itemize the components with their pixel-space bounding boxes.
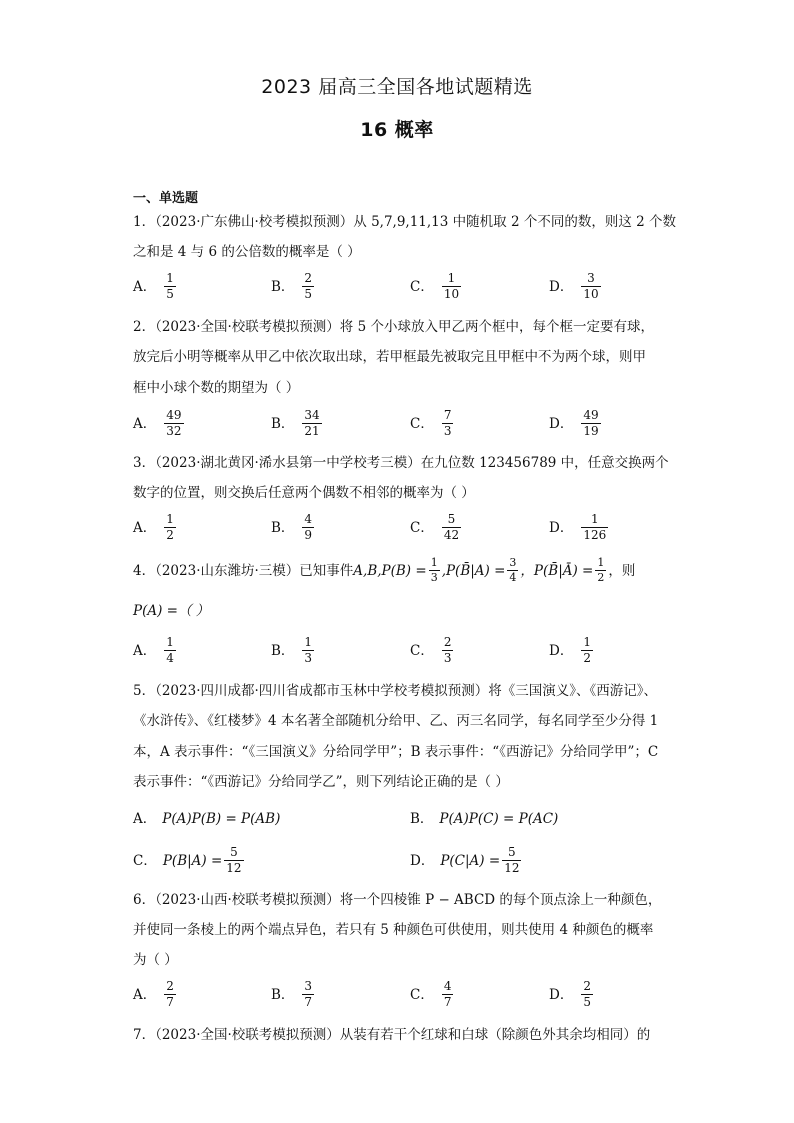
option-c: C． $\frac{2}{3}$ — [410, 635, 452, 665]
option-d: D． $\frac{2}{5}$ — [549, 979, 591, 1009]
option-d: D． P(C|A) = $\frac{5}{12}$ — [410, 845, 520, 875]
question-5-line-4: 表示事件：“《西游记》分给同学乙”，则下列结论正确的是（ ） — [133, 774, 509, 790]
question-2-line-3: 框中小球个数的期望为（ ） — [133, 380, 300, 396]
question-6-line-2: 并使同一条棱上的两个端点异色，若只有 5 种颜色可供使用，则共使用 4 种颜色的概率 — [133, 922, 654, 938]
question-1-line-1: 1．（2023·广东佛山·校考模拟预测）从 5,7,9,11,13 中随机取 2 个不同的数，则这 2 个数 — [133, 214, 676, 230]
option-c: C． P(B|A) = $\frac{5}{12}$ — [133, 845, 242, 875]
option-b: B． $\frac{4}{9}$ — [271, 512, 313, 542]
option-b: B． $\frac{3}{7}$ — [271, 979, 313, 1009]
option-a: A． $\frac{1}{2}$ — [133, 512, 174, 542]
option-c: C． $\frac{5}{42}$ — [410, 512, 460, 542]
option-a: A． P(A)P(B) = P(AB) — [133, 811, 281, 827]
option-d: D． $\frac{1}{126}$ — [549, 512, 607, 542]
question-4-line-2: P(A) =（ ） — [133, 603, 210, 619]
option-b: B． $\frac{34}{21}$ — [271, 408, 320, 438]
option-b: B． P(A)P(C) = P(AC) — [410, 811, 559, 827]
question-5-line-2: 《水浒传》、《红楼梦》4 本名著全部随机分给甲、乙、丙三名同学，每名同学至少分得 1 — [133, 713, 659, 729]
page-title: 2023 届高三全国各地试题精选 — [261, 76, 533, 98]
question-5-line-3: 本，A 表示事件：“《三国演义》分给同学甲”；B 表示事件：“《西游记》分给同学甲”；C — [133, 744, 659, 760]
question-5-line-1: 5．（2023·四川成都·四川省成都市玉林中学校考模拟预测）将《三国演义》、《西游记》、 — [133, 683, 658, 699]
option-a: A． $\frac{2}{7}$ — [133, 979, 174, 1009]
question-4-line-1: 4．（2023·山东潍坊·三模）已知事件 A,B ,P(B) = $\frac{1}{3}$ ,P(B̄|A) = $\frac{3}{4}$ ，P(B̄|Ā) = $\frac{1}{2}$ ，则 — [133, 556, 636, 584]
option-d: D． $\frac{49}{19}$ — [549, 408, 599, 438]
question-2-line-1: 2．（2023·全国·校联考模拟预测）将 5 个小球放入甲乙两个框中，每个框一定要有球， — [133, 319, 654, 335]
option-a: A． $\frac{1}{4}$ — [133, 635, 174, 665]
option-a: A． $\frac{49}{32}$ — [133, 408, 182, 438]
option-c: C． $\frac{1}{10}$ — [410, 271, 460, 301]
section-heading: 一、单选题 — [133, 191, 199, 206]
option-b: B． $\frac{1}{3}$ — [271, 635, 313, 665]
question-7-line-1: 7．（2023·全国·校联考模拟预测）从装有若干个红球和白球（除颜色外其余均相同）的 — [133, 1027, 651, 1043]
option-d: D． $\frac{1}{2}$ — [549, 635, 591, 665]
page-subtitle: 16 概率 — [360, 119, 434, 141]
option-b: B． $\frac{2}{5}$ — [271, 271, 313, 301]
question-3-line-1: 3．（2023·湖北黄冈·浠水县第一中学校考三模）在九位数 123456789 中，任意交换两个 — [133, 455, 669, 471]
question-6-line-1: 6．（2023·山西·校联考模拟预测）将一个四棱锥 P − ABCD 的每个顶点涂上一种颜色， — [133, 892, 662, 908]
question-6-line-3: 为（ ） — [133, 952, 178, 968]
option-c: C． $\frac{7}{3}$ — [410, 408, 452, 438]
option-a: A． $\frac{1}{5}$ — [133, 271, 174, 301]
question-3-line-2: 数字的位置，则交换后任意两个偶数不相邻的概率为（ ） — [133, 485, 475, 501]
question-2-line-2: 放完后小明等概率从甲乙中依次取出球，若甲框最先被取完且甲框中不为两个球，则甲 — [133, 349, 646, 365]
question-1-line-2: 之和是 4 与 6 的公倍数的概率是（ ） — [133, 244, 361, 260]
option-d: D． $\frac{3}{10}$ — [549, 271, 599, 301]
option-c: C． $\frac{4}{7}$ — [410, 979, 452, 1009]
